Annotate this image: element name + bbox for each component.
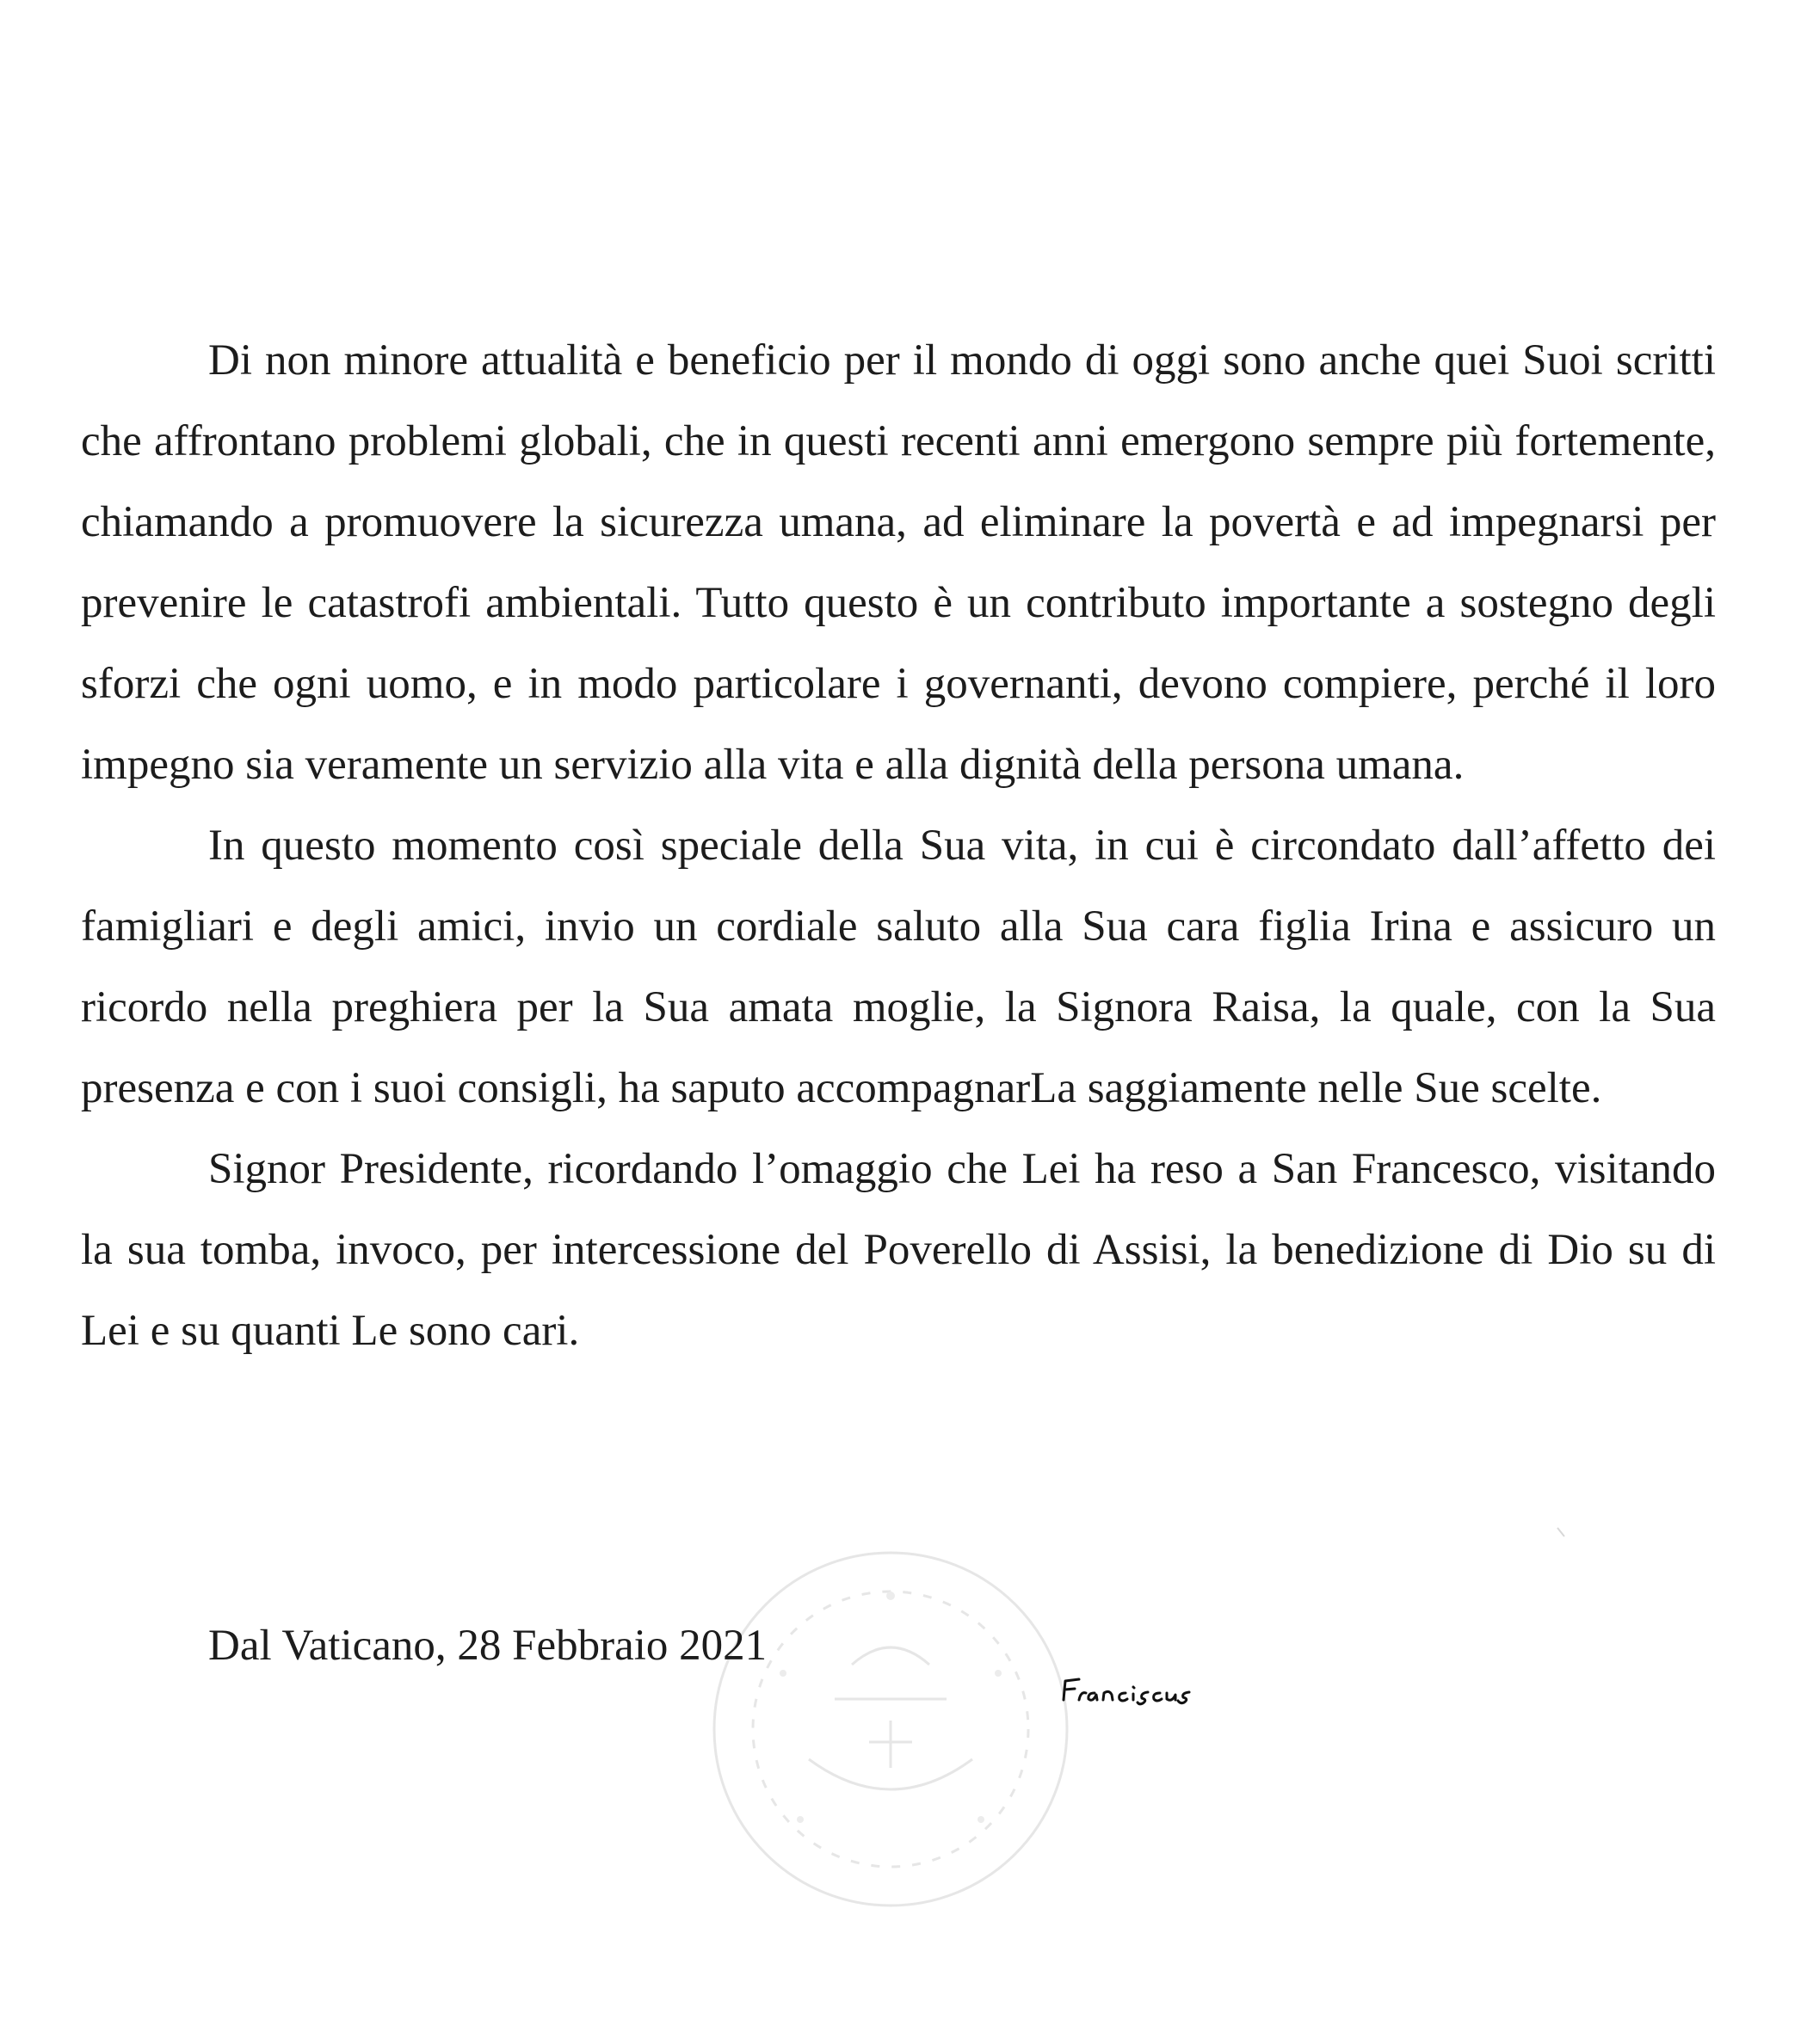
letter-body	[81, 320, 1716, 1371]
embossed-seal-icon	[706, 1544, 1076, 1914]
handwritten-signature-icon	[1060, 1674, 1241, 1717]
paragraph-global-problems: Di non minore attualità e beneficio per il mondo di oggi sono anche quei Suoi scritti che affrontano problemi globali, che in questi recenti anni emergono sempre più fortemente, chiamando a promuovere la sicurezza umana, ad eliminare la povertà e ad impegnarsi per prevenire le catastrofi ambientali. Tutto questo è un contributo importante a sostegno degli sforzi che ogni uomo, e in modo particolare i governanti, devono compiere, perché il loro impegno sia veramente un servizio alla vita e alla dignità della persona umana.	[81, 336, 1716, 789]
closing-date-line: Dal Vaticano, 28 Febbraio 2021	[208, 1622, 768, 1670]
paragraph-family-greeting: In questo momento così speciale della Sua vita, in cui è circondato dall’affetto dei famigliari e degli amici, invio un cordiale saluto alla Sua cara figlia Irina e assicuro un ricordo nella preghiera per la Sua amata moglie, la Signora Raisa, la quale, con la Sua presenza e con i suoi consigli, ha saputo accompagnarLa saggiamente nelle Sue scelte.	[81, 822, 1716, 1112]
paper-speck-icon	[1556, 1526, 1566, 1538]
paragraph-blessing: Signor Presidente, ricordando l’omaggio che Lei ha reso a San Francesco, visitando la sua tomba, invoco, per intercessione del Poverello di Assisi, la benedizione di Dio su di Lei e su quanti Le sono cari.	[81, 1145, 1716, 1355]
